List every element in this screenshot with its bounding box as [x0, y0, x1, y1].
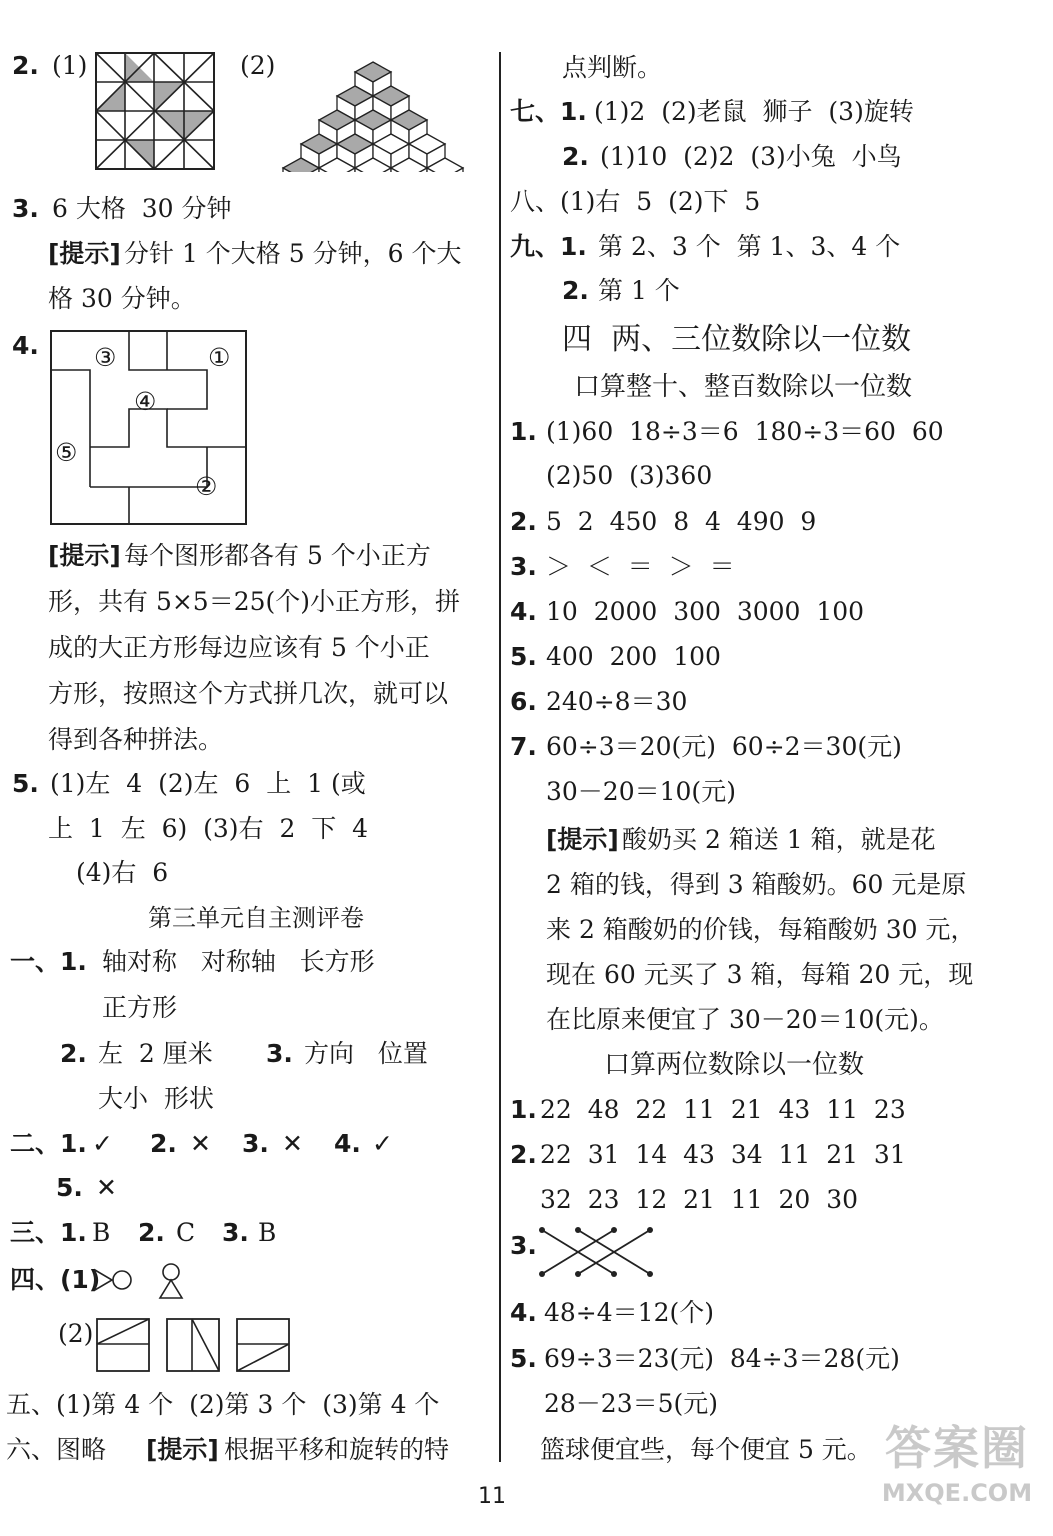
b5-number: 5.	[510, 1344, 537, 1373]
q5-line2: 上 1 左 6) (3)右 2 下 4	[48, 814, 369, 843]
s7-q1-answer: (1)2 (2)老鼠 狮子 (3)旋转	[594, 97, 914, 126]
q7-tip-line4: 现在 60 元买了 3 箱，每箱 20 元，现	[546, 960, 974, 989]
s1-q2-number: 2.	[60, 1039, 87, 1068]
puzzle-label-5: ⑤	[55, 438, 78, 467]
q7-tip-line2: 2 箱的钱，得到 3 箱酸奶。60 元是原	[546, 870, 967, 899]
a1-number: 1.	[510, 417, 537, 446]
q2-part1-label: (1)	[52, 51, 88, 80]
s6-head: 六、图略	[6, 1435, 122, 1464]
q4-tip-line2: 形，共有 5×5＝25(个)小正方形，拼	[48, 587, 461, 616]
a6-number: 6.	[510, 687, 537, 716]
s1-q3-answer: 方向 位置	[304, 1039, 428, 1068]
section1-title: 口算整十、整百数除以一位数	[574, 372, 913, 402]
a3-number: 3.	[510, 552, 537, 581]
watermark-url: MXQE.COM	[881, 1479, 1033, 1507]
unit3-title: 第三单元自主测评卷	[148, 904, 364, 932]
b5-answer: 69÷3＝23(元) 84÷3＝28(元)	[544, 1344, 900, 1373]
unit4-title: 四 两、三位数除以一位数	[562, 322, 912, 357]
q7-tip-line5: 在比原来便宜了 30－20＝10(元)。	[546, 1005, 944, 1034]
a3-answer: ＞ ＜ ＝ ＞ ＝	[546, 552, 735, 581]
q5-number: 5.	[12, 769, 39, 798]
s3-label: 三、1.	[10, 1218, 87, 1247]
s4-label: 四、(1)	[10, 1265, 101, 1294]
q7-tip-line1: 酸奶买 2 箱送 1 箱，就是花	[622, 825, 936, 854]
page-number: 11	[478, 1484, 506, 1509]
s3-number-2: 2.	[138, 1218, 165, 1247]
a1-answer-cont: (2)50 (3)360	[546, 461, 713, 490]
a4-number: 4.	[510, 597, 537, 626]
a6-answer: 240÷8＝30	[546, 687, 688, 716]
rotation-rect-1	[96, 1318, 150, 1372]
q4-tip-line5: 得到各种拼法。	[48, 725, 224, 754]
q2-part2-label: (2)	[240, 51, 276, 80]
q3-tip-label: [提示]	[48, 239, 121, 268]
column-divider	[499, 52, 501, 1462]
s6-tip: 根据平移和旋转的特	[224, 1435, 450, 1464]
q7-tip-label: [提示]	[546, 825, 619, 854]
b1-answer: 22 48 22 11 21 43 11 23	[540, 1095, 906, 1124]
q7-tip-line3: 来 2 箱酸奶的价钱，每箱酸奶 30 元，	[546, 915, 976, 944]
s9-label: 九、1.	[510, 232, 587, 261]
watermark-text: 答案圈	[885, 1421, 1029, 1475]
s2-mark-3: ✕	[282, 1129, 303, 1158]
continued-text: 点判断。	[562, 53, 663, 82]
s2-mark-1: ✓	[92, 1129, 113, 1158]
puzzle-label-4: ④	[134, 387, 157, 416]
a7-number: 7.	[510, 732, 537, 761]
puzzle-label-2: ②	[195, 472, 218, 501]
s1-q2-answer: 左 2 厘米	[98, 1039, 213, 1068]
s3-number-3: 3.	[222, 1218, 249, 1247]
q3-tip-line2: 格 30 分钟。	[48, 284, 196, 313]
a1-answer: (1)60 18÷3＝6 180÷3＝60 60	[546, 417, 944, 446]
a7-answer-cont: 30－20＝10(元)	[546, 777, 736, 806]
q2-number: 2.	[12, 51, 39, 80]
s7-q2-number: 2.	[562, 142, 589, 171]
b2-number: 2.	[510, 1140, 537, 1169]
q3-tip-line1: 分针 1 个大格 5 分钟，6 个大	[124, 239, 462, 268]
b4-number: 4.	[510, 1298, 537, 1327]
rotation-rect-3	[236, 1318, 290, 1372]
a4-answer: 10 2000 300 3000 100	[546, 597, 865, 626]
s3-answer-2: C	[176, 1218, 196, 1247]
s2-number-4: 4.	[334, 1129, 361, 1158]
matching-lines-figure	[536, 1222, 660, 1282]
puzzle-label-3: ③	[94, 343, 117, 372]
puzzle-label-1: ①	[208, 343, 231, 372]
pentomino-square-figure	[50, 330, 248, 526]
b5-answer-cont: 28－23＝5(元)	[544, 1389, 719, 1418]
s1-label: 一、1.	[10, 947, 87, 976]
a7-answer: 60÷3＝20(元) 60÷2＝30(元)	[546, 732, 902, 761]
q5-line1: (1)左 4 (2)左 6 上 1 (或	[50, 769, 366, 798]
b3-number: 3.	[510, 1231, 537, 1260]
s3-answer-3: B	[258, 1218, 277, 1247]
s2-mark-4: ✓	[372, 1129, 393, 1158]
rotation-rect-2	[166, 1318, 220, 1372]
s1-q3-answer-cont: 大小 形状	[98, 1084, 214, 1113]
s3-answer-1: B	[92, 1218, 111, 1247]
s2-mark-2: ✕	[190, 1129, 211, 1158]
s4-part2-label: (2)	[58, 1319, 94, 1348]
s6-tip-label: [提示]	[146, 1435, 219, 1464]
s1-q1-answer-cont: 正方形	[102, 993, 178, 1022]
s8-line: 八、(1)右 5 (2)下 5	[510, 187, 761, 216]
s5-line: 五、(1)第 4 个 (2)第 3 个 (3)第 4 个	[6, 1390, 440, 1419]
s7-label: 七、1.	[510, 97, 587, 126]
a2-answer: 5 2 450 8 4 490 9	[546, 507, 817, 536]
s9-q2-answer: 第 1 个	[598, 276, 680, 305]
q4-tip-label: [提示]	[48, 541, 121, 570]
s1-q1-answer: 轴对称 对称轴 长方形	[102, 947, 375, 976]
s9-q1-answer: 第 2、3 个 第 1、3、4 个	[598, 232, 901, 261]
q3-answer: 6 大格 30 分钟	[52, 194, 232, 223]
b2-answer-cont: 32 23 12 21 11 20 30	[540, 1185, 859, 1214]
symmetry-axis-shape-2	[156, 1262, 186, 1302]
b1-number: 1.	[510, 1095, 537, 1124]
a2-number: 2.	[510, 507, 537, 536]
b4-answer: 48÷4＝12(个)	[544, 1298, 714, 1327]
s2-number-5: 5.	[56, 1173, 83, 1202]
s2-mark-5: ✕	[96, 1173, 117, 1202]
section2-title: 口算两位数除以一位数	[604, 1050, 865, 1080]
a5-number: 5.	[510, 642, 537, 671]
b2-answer: 22 31 14 43 34 11 21 31	[540, 1140, 906, 1169]
b5-conclusion: 篮球便宜些，每个便宜 5 元。	[540, 1435, 872, 1464]
q3-number: 3.	[12, 194, 39, 223]
s2-number-3: 3.	[242, 1129, 269, 1158]
q5-line3: (4)右 6	[76, 858, 169, 887]
symmetry-axis-shape-1	[92, 1264, 136, 1298]
symmetric-grid-figure	[95, 52, 215, 170]
s7-q2-answer: (1)10 (2)2 (3)小兔 小鸟	[600, 142, 902, 171]
s1-q3-number: 3.	[266, 1039, 293, 1068]
q4-number: 4.	[12, 331, 39, 360]
cube-pyramid-figure	[278, 52, 468, 172]
watermark-logo	[872, 1418, 1042, 1528]
s2-number-2: 2.	[150, 1129, 177, 1158]
q4-tip-line4: 方形，按照这个方式拼几次，就可以	[48, 679, 449, 708]
s9-q2-number: 2.	[562, 276, 589, 305]
q4-tip-line1: 每个图形都各有 5 个小正方	[124, 541, 431, 570]
s2-label: 二、1.	[10, 1129, 87, 1158]
a5-answer: 400 200 100	[546, 642, 721, 671]
q4-tip-line3: 成的大正方形每边应该有 5 个小正	[48, 633, 430, 662]
